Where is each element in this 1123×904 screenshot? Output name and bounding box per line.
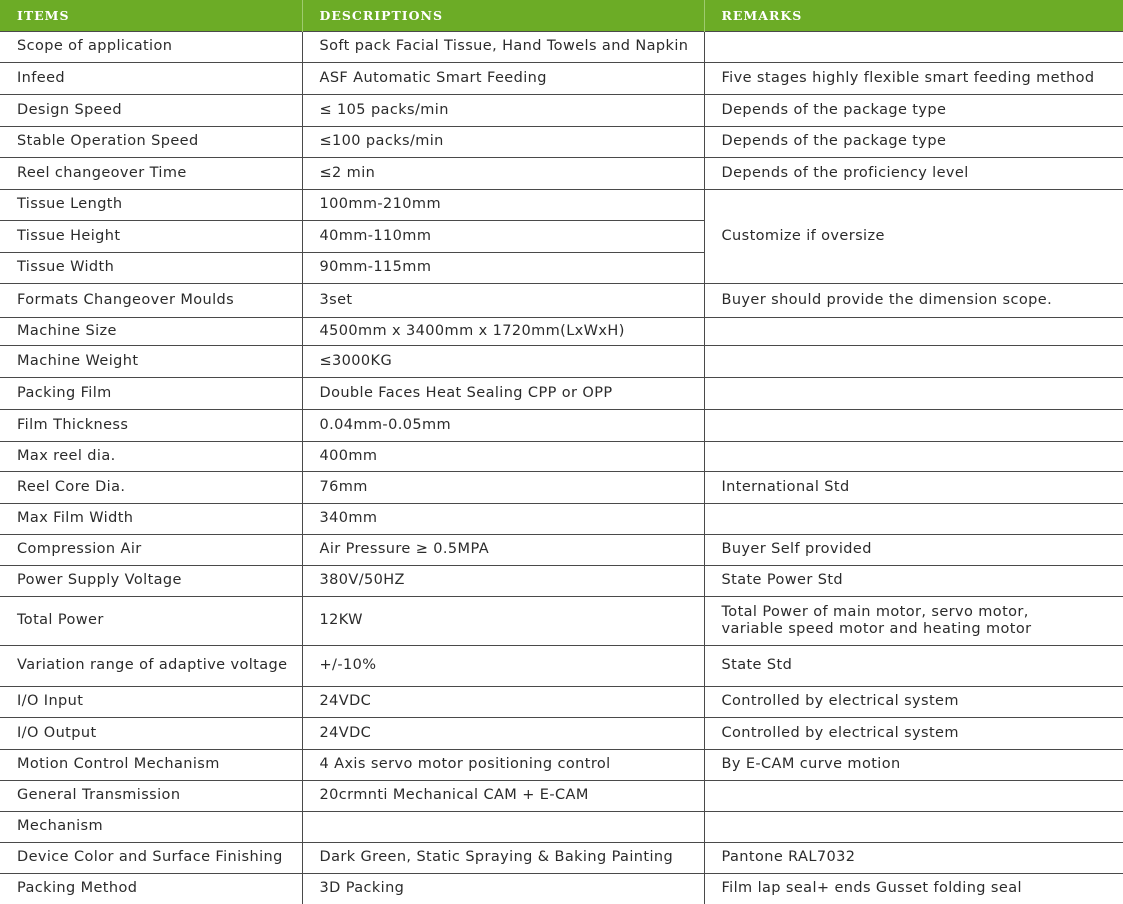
remark-cell: By E-CAM curve motion (704, 749, 1123, 780)
table-row (0, 189, 1123, 220)
item-cell: I/O Input (0, 686, 302, 717)
remark-cell (704, 441, 1123, 471)
item-cell: Compression Air (0, 534, 302, 565)
remark-cell: Film lap seal+ ends Gusset folding seal (704, 873, 1123, 904)
remark-cell: Depends of the proficiency level (704, 157, 1123, 189)
remark-line: variable speed motor and heating motor (721, 620, 1032, 637)
description-cell: 0.04mm-0.05mm (302, 409, 704, 441)
item-cell: Infeed (0, 62, 302, 94)
item-cell: Reel changeover Time (0, 157, 302, 189)
remark-cell: International Std (704, 471, 1123, 503)
description-cell: ASF Automatic Smart Feeding (302, 62, 704, 94)
table-row (0, 686, 1123, 717)
remark-cell (704, 596, 1123, 645)
item-cell: Device Color and Surface Finishing (0, 842, 302, 873)
table-header-row (0, 0, 1123, 31)
item-cell: Motion Control Mechanism (0, 749, 302, 780)
item-cell: Tissue Length (0, 189, 302, 220)
remark-cell: Controlled by electrical system (704, 686, 1123, 717)
remark-cell: Depends of the package type (704, 126, 1123, 157)
remark-cell (704, 345, 1123, 377)
table-row (0, 717, 1123, 749)
remark-cell: Depends of the package type (704, 94, 1123, 126)
description-cell: 4500mm x 3400mm x 1720mm(LxWxH) (302, 317, 704, 345)
description-cell: ≤3000KG (302, 345, 704, 377)
item-cell: Packing Method (0, 873, 302, 904)
table-row (0, 873, 1123, 904)
item-cell: Max Film Width (0, 503, 302, 534)
description-cell: +/-10% (302, 645, 704, 686)
item-cell: Mechanism (0, 811, 302, 842)
description-cell: 400mm (302, 441, 704, 471)
table-row (0, 441, 1123, 471)
remark-cell (704, 377, 1123, 409)
item-cell: Packing Film (0, 377, 302, 409)
remark-cell: State Power Std (704, 565, 1123, 596)
item-cell: Variation range of adaptive voltage (0, 645, 302, 686)
table-row (0, 471, 1123, 503)
item-cell: Power Supply Voltage (0, 565, 302, 596)
remark-line: Total Power of main motor, servo motor, (721, 603, 1029, 620)
header-remarks: REMARKS (704, 0, 1123, 31)
description-cell: 4 Axis servo motor positioning control (302, 749, 704, 780)
description-cell: 3set (302, 283, 704, 317)
table-row (0, 31, 1123, 62)
table-row (0, 157, 1123, 189)
item-cell: Total Power (0, 596, 302, 645)
table-row (0, 126, 1123, 157)
description-cell: ≤100 packs/min (302, 126, 704, 157)
remark-cell: Buyer Self provided (704, 534, 1123, 565)
remark-cell (704, 31, 1123, 62)
table-row (0, 345, 1123, 377)
remark-cell: Controlled by electrical system (704, 717, 1123, 749)
description-cell: 40mm-110mm (302, 220, 704, 252)
description-cell: 100mm-210mm (302, 189, 704, 220)
description-cell: 24VDC (302, 717, 704, 749)
table-row (0, 317, 1123, 345)
remark-cell: Buyer should provide the dimension scope. (704, 283, 1123, 317)
table-row (0, 503, 1123, 534)
remark-cell (704, 811, 1123, 842)
description-cell: 12KW (302, 596, 704, 645)
description-cell: Dark Green, Static Spraying & Baking Painting (302, 842, 704, 873)
remark-cell (704, 409, 1123, 441)
header-descriptions: DESCRIPTIONS (302, 0, 704, 31)
description-cell: 90mm-115mm (302, 252, 704, 283)
item-cell: Scope of application (0, 31, 302, 62)
table-row (0, 780, 1123, 811)
table-row (0, 645, 1123, 686)
table-row (0, 62, 1123, 94)
description-cell: 340mm (302, 503, 704, 534)
item-cell: Reel Core Dia. (0, 471, 302, 503)
header-items: ITEMS (0, 0, 302, 31)
description-cell: Air Pressure ≥ 0.5MPA (302, 534, 704, 565)
description-cell (302, 811, 704, 842)
item-cell: Machine Weight (0, 345, 302, 377)
remark-cell: Five stages highly flexible smart feeding method (704, 62, 1123, 94)
table-row (0, 534, 1123, 565)
table-row (0, 94, 1123, 126)
item-cell: Tissue Width (0, 252, 302, 283)
description-cell: Double Faces Heat Sealing CPP or OPP (302, 377, 704, 409)
remark-cell (704, 317, 1123, 345)
description-cell: 3D Packing (302, 873, 704, 904)
description-cell: 76mm (302, 471, 704, 503)
item-cell: Max reel dia. (0, 441, 302, 471)
remark-cell: Pantone RAL7032 (704, 842, 1123, 873)
description-cell: 380V/50HZ (302, 565, 704, 596)
table-row (0, 842, 1123, 873)
description-cell: 20crmnti Mechanical CAM + E-CAM (302, 780, 704, 811)
item-cell: Stable Operation Speed (0, 126, 302, 157)
description-cell: ≤ 105 packs/min (302, 94, 704, 126)
remark-cell (704, 780, 1123, 811)
description-cell: 24VDC (302, 686, 704, 717)
remark-cell: State Std (704, 645, 1123, 686)
description-cell: ≤2 min (302, 157, 704, 189)
table-row (0, 596, 1123, 645)
table-row (0, 811, 1123, 842)
item-cell: I/O Output (0, 717, 302, 749)
item-cell: General Transmission (0, 780, 302, 811)
item-cell: Machine Size (0, 317, 302, 345)
remark-cell (704, 503, 1123, 534)
item-cell: Tissue Height (0, 220, 302, 252)
item-cell: Design Speed (0, 94, 302, 126)
description-cell: Soft pack Facial Tissue, Hand Towels and Napkin (302, 31, 704, 62)
table-row (0, 409, 1123, 441)
table-row (0, 565, 1123, 596)
table-row (0, 283, 1123, 317)
remark-cell: Customize if oversize (704, 189, 1123, 283)
table-row (0, 377, 1123, 409)
table-row (0, 749, 1123, 780)
item-cell: Formats Changeover Moulds (0, 283, 302, 317)
item-cell: Film Thickness (0, 409, 302, 441)
